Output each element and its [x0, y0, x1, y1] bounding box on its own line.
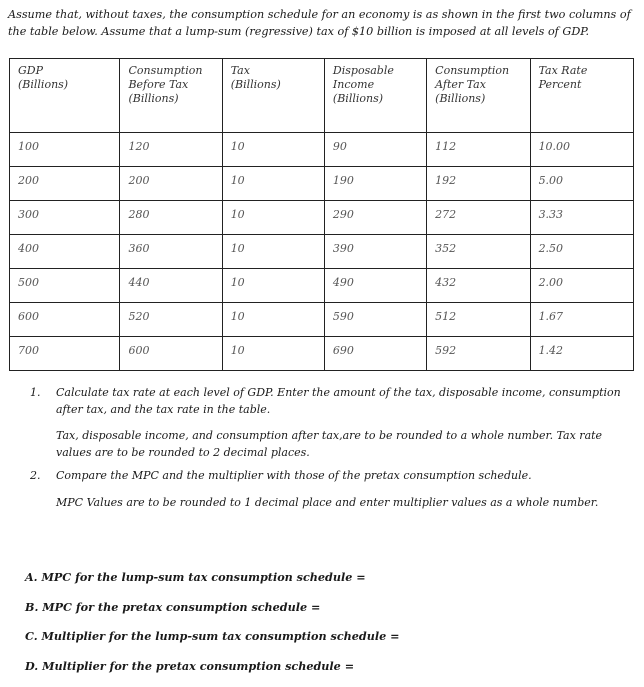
- cell-tax[interactable]: 10: [222, 133, 324, 167]
- cell-consumption-before-tax: 200: [120, 167, 222, 201]
- answer-a-prompt: A. MPC for the lump-sum tax consumption schedule =: [25, 569, 400, 599]
- cell-disposable-income[interactable]: 590: [324, 303, 426, 337]
- answer-c-prompt: C. Multiplier for the lump-sum tax consumption schedule =: [25, 628, 400, 658]
- question-text: Compare the MPC and the multiplier with those of the pretax consumption schedule.: [56, 467, 630, 484]
- cell-tax-rate[interactable]: 2.00: [530, 269, 633, 303]
- cell-gdp: 700: [10, 337, 120, 371]
- cell-tax-rate[interactable]: 1.42: [530, 337, 633, 371]
- table-row: [10, 337, 634, 371]
- header-tax: Tax (Billions): [222, 59, 324, 133]
- cell-tax[interactable]: 10: [222, 303, 324, 337]
- cell-tax-rate[interactable]: 10.00: [530, 133, 633, 167]
- table-row: [10, 269, 634, 303]
- cell-tax[interactable]: 10: [222, 337, 324, 371]
- header-consumption-before-tax: Consumption Before Tax (Billions): [120, 59, 222, 133]
- answer-d-prompt: D. Multiplier for the pretax consumption schedule =: [25, 658, 400, 687]
- cell-consumption-after-tax[interactable]: 272: [427, 201, 530, 235]
- cell-tax[interactable]: 10: [222, 235, 324, 269]
- cell-disposable-income[interactable]: 490: [324, 269, 426, 303]
- question-text: Calculate tax rate at each level of GDP. Enter the amount of the tax, disposable income, consumption after tax, and the tax rate in the table.: [56, 384, 630, 418]
- cell-tax[interactable]: 10: [222, 167, 324, 201]
- cell-consumption-before-tax: 600: [120, 337, 222, 371]
- cell-tax-rate[interactable]: 3.33: [530, 201, 633, 235]
- cell-consumption-before-tax: 360: [120, 235, 222, 269]
- question-number: 2.: [30, 467, 41, 484]
- question-list: [30, 384, 630, 522]
- header-gdp: GDP (Billions): [10, 59, 120, 133]
- cell-consumption-after-tax[interactable]: 432: [427, 269, 530, 303]
- cell-gdp: 400: [10, 235, 120, 269]
- cell-tax-rate[interactable]: 2.50: [530, 235, 633, 269]
- cell-gdp: 500: [10, 269, 120, 303]
- answer-b-prompt: B. MPC for the pretax consumption schedule =: [25, 599, 400, 629]
- header-disposable-income: Disposable Income (Billions): [324, 59, 426, 133]
- cell-disposable-income[interactable]: 290: [324, 201, 426, 235]
- cell-consumption-after-tax[interactable]: 512: [427, 303, 530, 337]
- answer-prompts: [25, 569, 400, 687]
- table-row: [10, 133, 634, 167]
- cell-gdp: 600: [10, 303, 120, 337]
- question-number: 1.: [30, 384, 41, 401]
- cell-tax-rate[interactable]: 1.67: [530, 303, 633, 337]
- header-consumption-after-tax: Consumption After Tax (Billions): [427, 59, 530, 133]
- table-header-row: [10, 59, 634, 133]
- cell-tax[interactable]: 10: [222, 201, 324, 235]
- table-row: [10, 201, 634, 235]
- cell-consumption-before-tax: 280: [120, 201, 222, 235]
- cell-gdp: 300: [10, 201, 120, 235]
- cell-consumption-after-tax[interactable]: 112: [427, 133, 530, 167]
- cell-consumption-after-tax[interactable]: 592: [427, 337, 530, 371]
- question-note: MPC Values are to be rounded to 1 decimal place and enter multiplier values as a whole number.: [30, 494, 630, 511]
- cell-gdp: 100: [10, 133, 120, 167]
- question-2: [30, 467, 630, 484]
- table-row: [10, 235, 634, 269]
- cell-consumption-before-tax: 440: [120, 269, 222, 303]
- cell-tax-rate[interactable]: 5.00: [530, 167, 633, 201]
- header-tax-rate: Tax Rate Percent: [530, 59, 633, 133]
- question-note: Tax, disposable income, and consumption after tax,are to be rounded to a whole number. Tax rate values are to be rounded to 2 decimal places.: [30, 427, 630, 461]
- cell-disposable-income[interactable]: 90: [324, 133, 426, 167]
- cell-consumption-after-tax[interactable]: 352: [427, 235, 530, 269]
- cell-gdp: 200: [10, 167, 120, 201]
- cell-tax[interactable]: 10: [222, 269, 324, 303]
- cell-consumption-before-tax: 120: [120, 133, 222, 167]
- cell-consumption-after-tax[interactable]: 192: [427, 167, 530, 201]
- consumption-schedule-table: [9, 58, 634, 371]
- cell-disposable-income[interactable]: 390: [324, 235, 426, 269]
- table-row: [10, 167, 634, 201]
- cell-disposable-income[interactable]: 190: [324, 167, 426, 201]
- table-row: [10, 303, 634, 337]
- intro-text: Assume that, without taxes, the consumption schedule for an economy is as shown in the first two columns of the table below. Assume that a lump-sum (regressive) tax of $10 billion is imposed at all levels of GDP.: [8, 6, 636, 40]
- question-1: [30, 384, 630, 418]
- cell-consumption-before-tax: 520: [120, 303, 222, 337]
- cell-disposable-income[interactable]: 690: [324, 337, 426, 371]
